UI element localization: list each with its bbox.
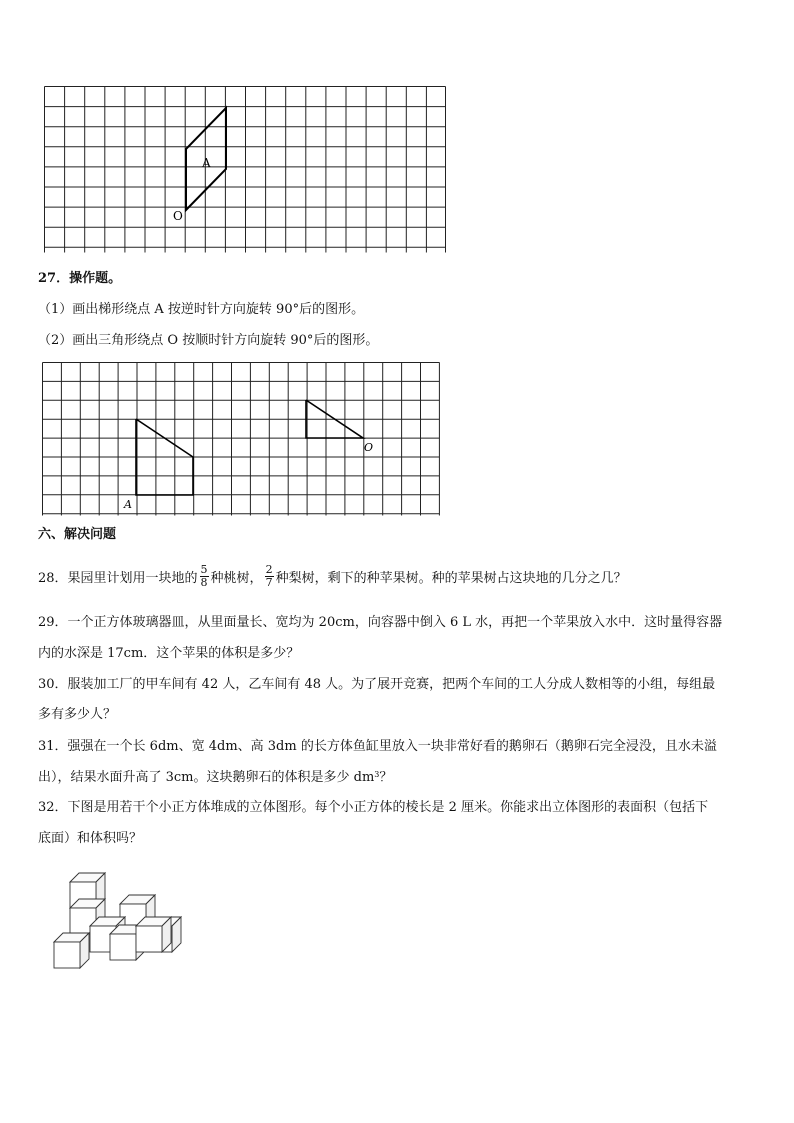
frac2-den: 7	[265, 576, 273, 589]
frac1-den: 8	[200, 576, 208, 589]
q29-line2: 内的水深是 17cm．这个苹果的体积是多少？	[38, 646, 300, 661]
q31-line2-prefix: 出），结果水面升高了 3cm。这块鹅卵石的体积是多少 dm	[38, 770, 375, 785]
grid2-label-o: O	[364, 441, 374, 454]
rotation-grid	[42, 362, 440, 516]
grid1-label-o: O	[173, 209, 183, 223]
q27-part1: （1）画出梯形绕点 A 按逆时针方向旋转 90°后的图形。	[38, 302, 365, 317]
cube	[136, 917, 171, 952]
q32-line2: 底面）和体积吗？	[38, 831, 143, 846]
grid1-label-a: A	[202, 156, 211, 170]
section-title: 六、解决问题	[38, 527, 117, 542]
q31-line2	[38, 769, 392, 787]
q29-line1: 29．一个正方体玻璃器皿，从里面量长、宽均为 20cm，向容器中倒入 6 L 水，再把一个苹果放入水中．这时量得容器	[38, 615, 723, 630]
q28-suffix: 种梨树，剩下的种苹果树。种的苹果树占这块地的几分之几？	[275, 571, 627, 586]
q30-line1: 30．服装加工厂的甲车间有 42 人，乙车间有 48 人。为了展开竞赛，把两个车间的工人分成人数相等的小组，每组最	[38, 677, 716, 692]
q28-mid: 种桃树，	[210, 571, 263, 586]
q27-title: 27．操作题。	[38, 271, 122, 286]
q27-part2: （2）画出三角形绕点 O 按顺时针方向旋转 90°后的图形。	[38, 333, 379, 348]
trapezoid-grid	[44, 86, 446, 254]
grid2-label-a: A	[124, 498, 132, 511]
cube-stack-figure	[46, 864, 186, 974]
q32-line1: 32．下图是用若干个小正方体堆成的立体图形。每个小正方体的棱长是 2 厘米。你能求出立体图形的表面积（包括下	[38, 800, 709, 815]
q28-prefix: 28．果园里计划用一块地的	[38, 571, 198, 586]
cube	[54, 933, 89, 968]
q31-line2-suffix: ？	[379, 770, 393, 785]
frac2-num: 2	[265, 563, 273, 576]
q28-text	[38, 563, 627, 591]
fraction-five-eighths	[200, 564, 209, 589]
q30-line2: 多有多少人？	[38, 707, 117, 722]
q31-line1: 31．强强在一个长 6dm、宽 4dm、高 3dm 的长方体鱼缸里放入一块非常好看的鹅卵石（鹅卵石完全浸没，且水未溢	[38, 739, 717, 754]
fraction-two-sevenths	[265, 564, 274, 589]
frac1-num: 5	[200, 563, 208, 576]
q31-line2-sup: 3	[374, 770, 380, 779]
